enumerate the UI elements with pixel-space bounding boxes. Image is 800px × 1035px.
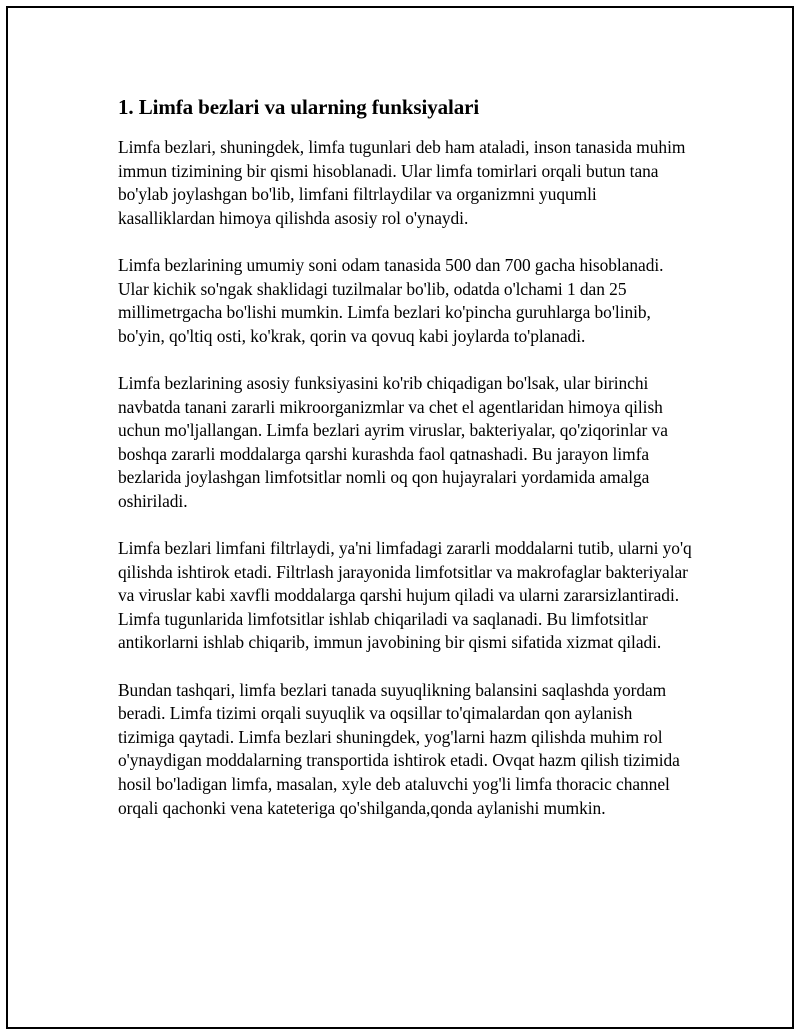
document-body: [118, 94, 693, 820]
section-heading: 1. Limfa bezlari va ularning funksiyalari: [118, 95, 480, 119]
paragraph-3: Limfa bezlarining asosiy funksiyasini ko'rib chiqadigan bo'lsak, ular birinchi navbatda tanani zararli mikroorganizmlar va chet el agentlaridan himoya qilish uchun mo'ljallangan. Limfa bezlari ayrim viruslar, bakteriyalar, qo'ziqorinlar va boshqa zararli moddalarga qarshi kurashda faol qatnashadi. Bu jarayon limfa bezlarida joylashgan limfotsitlar nomli oq qon hujayralari yordamida amalga oshiriladi.: [118, 372, 668, 511]
paragraph-4: Limfa bezlari limfani filtrlaydi, ya'ni limfadagi zararli moddalarni tutib, ularni yo'q qilishda ishtirok etadi. Filtrlash jarayonida limfotsitlar va makrofaglar bakteriyalar va viruslar kabi xavfli moddalarga qarshi hujum qiladi va ularni zararsizlantiradi. Limfa tugunlarida limfotsitlar ishlab chiqariladi va saqlanadi. Bu limfotsitlar antikorlarni ishlab chiqarib, immun javobining bir qismi sifatida xizmat qiladi.: [118, 538, 692, 653]
paragraph-5: Bundan tashqari, limfa bezlari tanada suyuqlikning balansini saqlashda yordam beradi. Limfa tizimi orqali suyuqlik va oqsillar to'qimalardan qon aylanish tizimiga qaytadi. Limfa bezlari shuningdek, yog'larni hazm qilishda muhim rol o'ynaydigan moddalarning transportida ishtirok etadi. Ovqat hazm qilish tizimida hosil bo'ladigan limfa, masalan, xyle deb ataluvchi yog'li limfa thoracic channel orqali qachonki vena kateteriga qo'shilganda,qonda aylanishi mumkin.: [118, 679, 680, 818]
paragraph-1: Limfa bezlari, shuningdek, limfa tugunlari deb ham ataladi, inson tanasida muhim immun tizimining bir qismi hisoblanadi. Ular limfa tomirlari orqali butun tana bo'ylab joylashgan bo'lib, limfani filtrlaydilar va organizmni yuqumli kasalliklardan himoya qilishda asosiy rol o'ynaydi.: [118, 137, 686, 228]
paragraph-2: Limfa bezlarining umumiy soni odam tanasida 500 dan 700 gacha hisoblanadi. Ular kichik so'ngak shaklidagi tuzilmalar bo'lib, odatda o'lchami 1 dan 25 millimetrgacha bo'lishi mumkin. Limfa bezlari ko'pincha guruhlarga bo'linib, bo'yin, qo'ltiq osti, ko'krak, qorin va qovuq kabi joylarda to'planadi.: [118, 254, 664, 346]
